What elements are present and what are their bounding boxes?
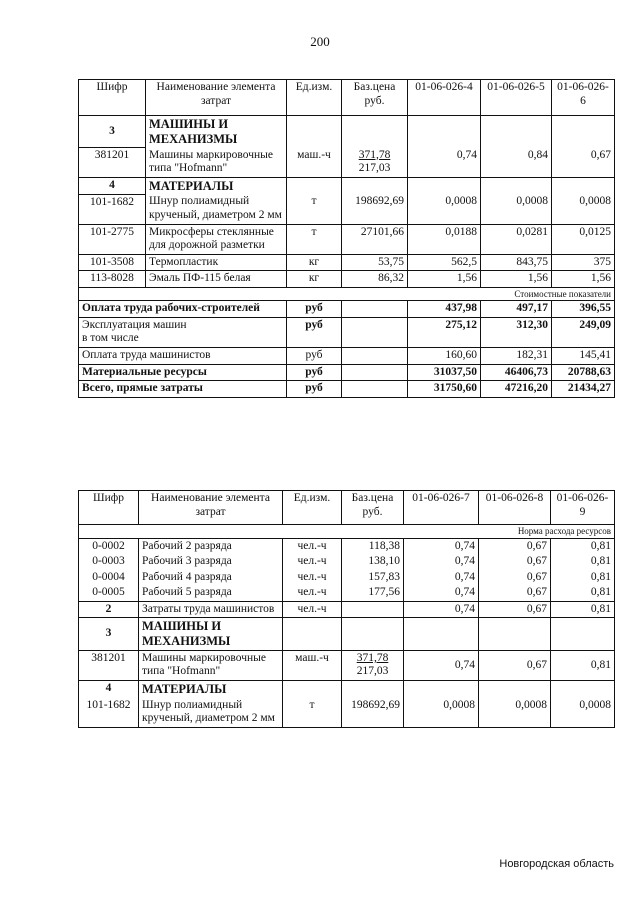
cost-name: Оплата труда рабочих-строителей [79, 301, 287, 318]
row-value-2: 0,67 [479, 585, 551, 601]
table-row [79, 271, 615, 288]
table-row [79, 538, 615, 554]
table-row [79, 698, 615, 728]
header-price: Баз.цена руб. [342, 491, 404, 525]
price-numerator: 371,78 [356, 651, 389, 664]
cost-name: Оплата труда машинистов [79, 348, 287, 365]
norms-table-2 [78, 490, 615, 728]
section-number: 4 [79, 681, 139, 698]
row-code: 0-0003 [79, 554, 139, 570]
row-value-1: 0,74 [408, 148, 481, 178]
row-value-2: 0,67 [479, 601, 551, 618]
row-value-2: 0,67 [479, 570, 551, 586]
row-unit: маш.-ч [287, 148, 342, 178]
table-row [79, 554, 615, 570]
cost-value-2: 497,17 [481, 301, 552, 318]
cost-name: Материальные ресурсы [79, 364, 287, 381]
strip-row [79, 525, 615, 539]
section-title: МАШИНЫ И МЕХАНИЗМЫ [146, 116, 287, 148]
section-title: МАТЕРИАЛЫ [139, 681, 283, 698]
norms-table-1 [78, 79, 615, 398]
header-unit: Ед.изм. [283, 491, 342, 525]
header-code: Шифр [79, 491, 139, 525]
row-name: Шнур полиамидный крученый, диаметром 2 мм [139, 698, 283, 728]
section-row [79, 618, 615, 651]
header-name: Наименование элемента затрат [139, 491, 283, 525]
row-value-2: 0,67 [479, 538, 551, 554]
cost-row [79, 348, 615, 365]
row-value-3: 0,81 [551, 601, 615, 618]
cost-value-1: 160,60 [408, 348, 481, 365]
row-price: 27101,66 [342, 224, 408, 254]
row-price: 157,83 [342, 570, 404, 586]
row-unit: чел.-ч [283, 570, 342, 586]
row-code: 0-0004 [79, 570, 139, 586]
cost-value-1: 31037,50 [408, 364, 481, 381]
cost-row [79, 364, 615, 381]
row-value-2: 0,67 [479, 554, 551, 570]
header-code: Шифр [79, 80, 146, 116]
cost-value-2: 46406,73 [481, 364, 552, 381]
row-unit: т [287, 194, 342, 224]
row-name: Термопластик [146, 254, 287, 271]
row-name: Рабочий 4 разряда [139, 570, 283, 586]
table-row [79, 650, 615, 680]
cost-unit: руб [287, 301, 342, 318]
table-row [79, 148, 615, 178]
header-col-2: 01-06-026-5 [481, 80, 552, 116]
cost-value-1: 275,12 [408, 317, 481, 347]
row-code: 101-1682 [79, 698, 139, 728]
region-footer: Новгородская область [499, 858, 614, 870]
cost-row [79, 301, 615, 318]
row-value-2: 0,0008 [481, 194, 552, 224]
table-row [79, 585, 615, 601]
row-code: 381201 [79, 148, 146, 178]
row-price: 86,32 [342, 271, 408, 288]
row-value-1: 0,74 [404, 585, 479, 601]
row-value-1: 0,74 [404, 601, 479, 618]
section-number: 2 [79, 601, 139, 618]
row-unit: т [287, 224, 342, 254]
header-col-2: 01-06-026-8 [479, 491, 551, 525]
row-name: Машины маркировочные типа "Hofmann" [139, 650, 283, 680]
cost-unit: руб [287, 381, 342, 398]
row-name: Машины маркировочные типа "Hofmann" [146, 148, 287, 178]
row-price: 198692,69 [342, 698, 404, 728]
cost-value-3: 396,55 [552, 301, 615, 318]
row-unit: чел.-ч [283, 585, 342, 601]
row-code: 101-3508 [79, 254, 146, 271]
cost-row [79, 317, 615, 347]
header-col-1: 01-06-026-7 [404, 491, 479, 525]
table-header-row [79, 491, 615, 525]
row-value-3: 0,81 [551, 650, 615, 680]
row-name: Микросферы стеклянные для дорожной разметки [146, 224, 287, 254]
row-unit: чел.-ч [283, 554, 342, 570]
row-name: Шнур полиамидный крученый, диаметром 2 мм [146, 194, 287, 224]
row-value-1: 0,74 [404, 570, 479, 586]
section-number: 3 [79, 618, 139, 651]
row-price: 177,56 [342, 585, 404, 601]
row-unit: т [283, 698, 342, 728]
row-unit: кг [287, 271, 342, 288]
row-value-3: 375 [552, 254, 615, 271]
row-value-3: 0,81 [551, 585, 615, 601]
row-code: 381201 [79, 650, 139, 680]
row-value-1: 1,56 [408, 271, 481, 288]
row-code: 0-0002 [79, 538, 139, 554]
row-code: 113-8028 [79, 271, 146, 288]
header-col-3: 01-06-026-9 [551, 491, 615, 525]
section-row [79, 177, 615, 194]
page-number: 200 [310, 34, 330, 49]
row-value-2: 0,84 [481, 148, 552, 178]
row-value-1: 562,5 [408, 254, 481, 271]
row-name: Рабочий 3 разряда [139, 554, 283, 570]
row-value-2: 843,75 [481, 254, 552, 271]
cost-name-main: Эксплуатация машин [82, 318, 187, 331]
row-price [342, 148, 408, 178]
row-unit: кг [287, 254, 342, 271]
cost-unit: руб [287, 364, 342, 381]
row-value-3: 0,81 [551, 554, 615, 570]
row-price: 198692,69 [342, 194, 408, 224]
row-price [342, 650, 404, 680]
cost-indicators-label: Стоимостные показатели [79, 287, 615, 301]
cost-value-1: 437,98 [408, 301, 481, 318]
price-numerator: 371,78 [358, 148, 391, 161]
row-value-2: 0,67 [479, 650, 551, 680]
cost-value-2: 47216,20 [481, 381, 552, 398]
row-unit: чел.-ч [283, 538, 342, 554]
section-title: МАШИНЫ И МЕХАНИЗМЫ [139, 618, 283, 651]
section-row [79, 116, 615, 148]
norm-label: Норма расхода ресурсов [79, 525, 615, 539]
cost-value-2: 312,30 [481, 317, 552, 347]
cost-name: Всего, прямые затраты [79, 381, 287, 398]
cost-name [79, 317, 287, 347]
cost-value-2: 182,31 [481, 348, 552, 365]
table-row [79, 601, 615, 618]
cost-value-3: 21434,27 [552, 381, 615, 398]
table-row [79, 570, 615, 586]
row-name: Рабочий 2 разряда [139, 538, 283, 554]
row-value-3: 0,0125 [552, 224, 615, 254]
section-number: 4 [79, 177, 146, 194]
header-price: Баз.цена руб. [342, 80, 408, 116]
row-value-2: 0,0281 [481, 224, 552, 254]
section-row [79, 681, 615, 698]
row-code: 101-1682 [79, 194, 146, 224]
row-unit: маш.-ч [283, 650, 342, 680]
cost-unit: руб [287, 317, 342, 347]
row-value-3: 0,81 [551, 570, 615, 586]
row-value-3: 1,56 [552, 271, 615, 288]
cost-value-1: 31750,60 [408, 381, 481, 398]
cost-name-sub: в том числе [82, 332, 139, 345]
row-value-1: 0,74 [404, 650, 479, 680]
section-title: МАТЕРИАЛЫ [146, 177, 287, 194]
header-name: Наименование элемента затрат [146, 80, 287, 116]
row-value-1: 0,74 [404, 554, 479, 570]
row-value-3: 0,0008 [552, 194, 615, 224]
row-code: 101-2775 [79, 224, 146, 254]
row-value-1: 0,0188 [408, 224, 481, 254]
row-price: 53,75 [342, 254, 408, 271]
header-col-1: 01-06-026-4 [408, 80, 481, 116]
row-name: Рабочий 5 разряда [139, 585, 283, 601]
row-value-3: 0,0008 [551, 698, 615, 728]
cost-row [79, 381, 615, 398]
cost-unit: руб [287, 348, 342, 365]
row-value-1: 0,0008 [404, 698, 479, 728]
cost-value-3: 249,09 [552, 317, 615, 347]
price-denominator: 217,03 [358, 162, 391, 175]
header-unit: Ед.изм. [287, 80, 342, 116]
row-unit: чел.-ч [283, 601, 342, 618]
table-row [79, 224, 615, 254]
row-price: 118,38 [342, 538, 404, 554]
row-name: Затраты труда машинистов [139, 601, 283, 618]
row-value-3: 0,67 [552, 148, 615, 178]
cost-value-3: 145,41 [552, 348, 615, 365]
row-value-2: 0,0008 [479, 698, 551, 728]
section-number: 3 [79, 116, 146, 148]
row-name: Эмаль ПФ-115 белая [146, 271, 287, 288]
table-row [79, 194, 615, 224]
strip-row [79, 287, 615, 301]
row-price: 138,10 [342, 554, 404, 570]
row-value-3: 0,81 [551, 538, 615, 554]
row-value-1: 0,0008 [408, 194, 481, 224]
table-row [79, 254, 615, 271]
header-col-3: 01-06-026-6 [552, 80, 615, 116]
row-value-1: 0,74 [404, 538, 479, 554]
row-value-2: 1,56 [481, 271, 552, 288]
table-header-row [79, 80, 615, 116]
cost-value-3: 20788,63 [552, 364, 615, 381]
price-denominator: 217,03 [356, 665, 389, 678]
row-code: 0-0005 [79, 585, 139, 601]
